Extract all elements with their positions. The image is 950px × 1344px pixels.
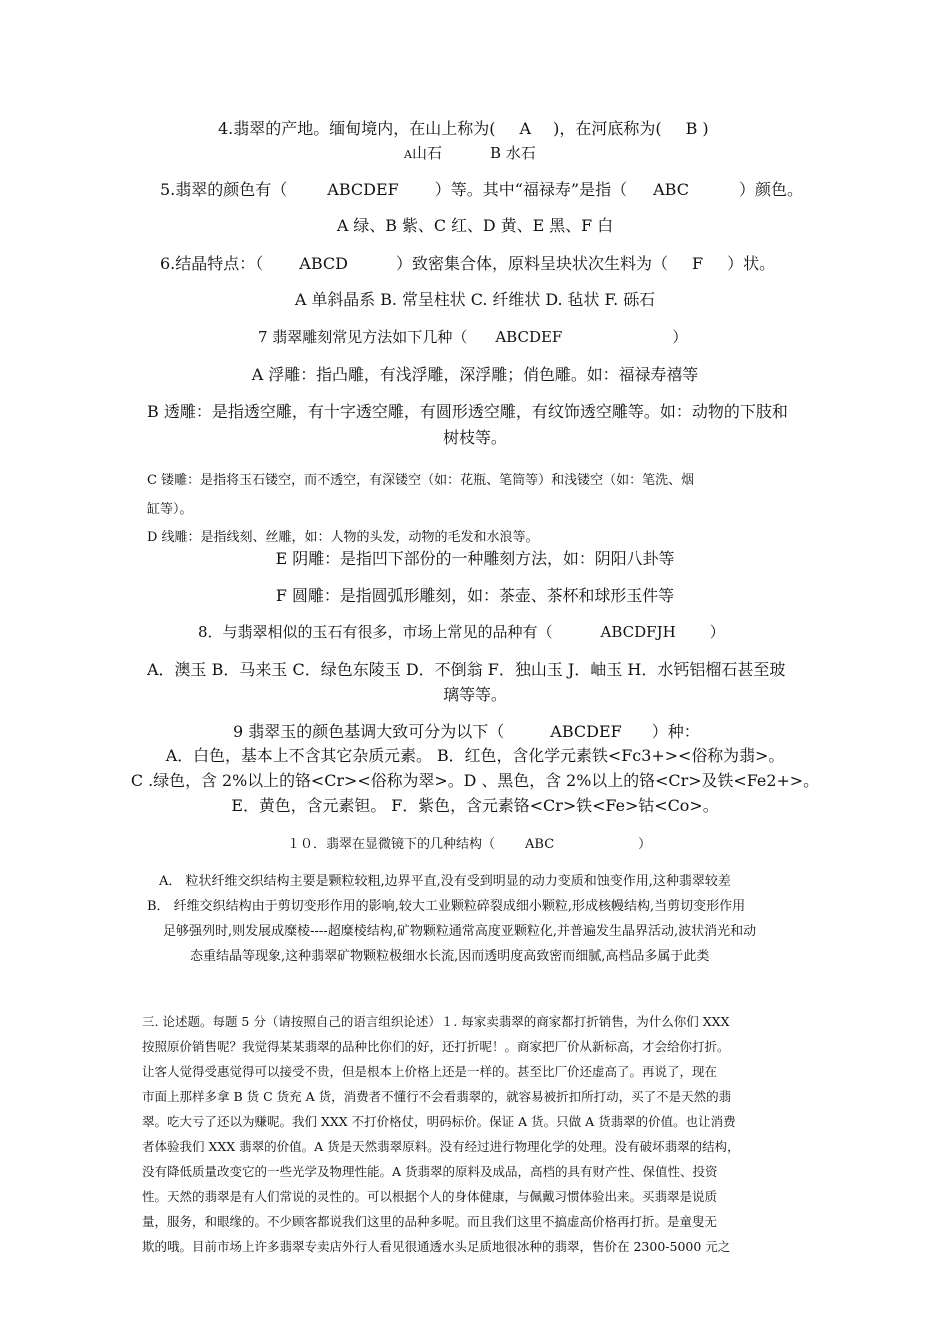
- q9-color-3: E．黄色，含元素钽。 F．紫色，含元素铬<Cr>铁<Fe>钴<Co>。: [231, 796, 719, 815]
- q10-answer: ABC: [525, 837, 555, 852]
- q9-color-2: C .绿色，含 2%以上的铬<Cr><俗称为翠>。D 、黑色，含 2%以上的铬<Cr>及铁<Fe2+>。: [130, 771, 820, 790]
- q4-line: 4.翡翠的产地。缅甸境内，在山上称为( A )，在河底称为( B ): [218, 119, 709, 138]
- q7-option-a: A 浮雕：指凸雕，有浅浮雕，深浮雕；俏色雕。如：福禄寿禧等: [251, 365, 699, 384]
- q7-option-c: C 镂雕：是指将玉石镂空，而不透空，有深镂空（如：花瓶、笔筒等）和浅镂空（如：笔洗、烟: [147, 473, 695, 488]
- q7-option-b-cont: 树枝等。: [443, 428, 507, 447]
- q9-color-1: A．白色，基本上不含其它杂质元素。 B．红色，含化学元素铁<Fc3+><俗称为翡>。: [165, 746, 785, 765]
- q7-option-d: D 线雕：是指线刻、丝雕，如：人物的头发，动物的毛发和水浪等。: [147, 530, 539, 545]
- q5-answer-2: ABC: [653, 180, 689, 199]
- essay-line: 市面上那样多拿 B 货 C 货充 A 货，消费者不懂行不会看翡翠的，就容易被折扣所打动，买了不是天然的翡: [142, 1089, 732, 1104]
- essay-line: 三. 论述题。每题 5 分（请按照自己的语言组织论述）１. 每家卖翡翠的商家都打折销售，为什么你们 XXX: [142, 1014, 730, 1029]
- q9-answer: ABCDEF: [550, 722, 622, 741]
- q9-line: 9 翡翠玉的颜色基调大致可分为以下（ ABCDEF ）种：: [233, 722, 700, 741]
- q7-line: 7 翡翠雕刻常见方法如下几种（ ABCDEF ）: [258, 328, 688, 346]
- essay-line: 按照原价销售呢？我觉得某某翡翠的品种比你们的好，还打折呢！。商家把厂价从新标高，才会给你打折。: [142, 1039, 730, 1054]
- q10-line: １０．翡翠在显微镜下的几种结构（ ABC ）: [287, 837, 652, 852]
- q5-options: A 绿、B 紫、C 红、D 黄、E 黑、F 白: [336, 216, 614, 235]
- q7-option-f: F 圆雕：是指圆弧形雕刻，如：茶壶、茶杯和球形玉件等: [275, 586, 675, 605]
- q6-answer-2: F: [691, 254, 704, 273]
- q7-option-c-cont: 缸等）。: [147, 502, 193, 517]
- essay-line: 让客人觉得受惠觉得可以接受不贵，但是根本上价格上还是一样的。甚至比厂价还虚高了。再说了，现在: [142, 1064, 718, 1079]
- q8-options-cont: 璃等等。: [443, 685, 507, 704]
- q6-options: A 单斜晶系 B. 常呈柱状 C. 纤维状 D. 毡状 F. 砾石: [294, 290, 656, 309]
- q8-options: A．澳玉 B．马来玉 C．绿色东陵玉 D．不倒翁 F．独山玉 J．岫玉 H．水钙铝榴石甚至玻: [147, 660, 786, 679]
- essay-line: 欺的哦。目前市场上许多翡翠专卖店外行人看见很通透水头足质地很冰种的翡翠，售价在 2300-5000 元之: [142, 1239, 731, 1254]
- q6-answer-1: ABCD: [299, 254, 348, 273]
- q10-option-b-cont1: 足够强列时,则发展成糜棱----超糜棱结构,矿物颗粒通常高度亚颗粒化,并普遍发生晶界活动,波状消光和动: [163, 924, 757, 939]
- q10-option-b: B． 纤维交织结构由于剪切变形作用的影响,较大工业颗粒碎裂成细小颗粒,形成核幔结构,当剪切变形作用: [147, 899, 746, 914]
- q10-option-a: A． 粒状纤维交织结构主要是颗粒较粗,边界平直,没有受到明显的动力变质和蚀变作用,这种翡翠较差: [159, 874, 731, 889]
- q4-answer-1: A: [519, 119, 532, 138]
- q5-line: 5.翡翠的颜色有（ ABCDEF ）等。其中“福禄寿”是指（ ABC ）颜色。: [160, 180, 803, 199]
- essay-line: 翠。吃大亏了还以为赚呢。我们 XXX 不打价格仗，明码标价。保证 A 货。只做 A 货翡翠的价值。也让消费: [142, 1114, 736, 1129]
- q4-options: A山石 B 水石: [404, 144, 536, 162]
- essay-line: 没有降低质量改变它的一些光学及物理性能。A 货翡翠的原料及成品，高档的具有财产性、保值性、投资: [142, 1164, 718, 1179]
- q5-answer-1: ABCDEF: [327, 180, 399, 199]
- q8-line: 8．与翡翠相似的玉石有很多，市场上常见的品种有（ ABCDFJH ）: [198, 623, 725, 641]
- q6-line: 6.结晶特点：（ ABCD ）致密集合体，原料呈块状次生料为（ F ）状。: [160, 254, 776, 273]
- q7-option-e: E 阴雕：是指凹下部份的一种雕刻方法，如：阴阳八卦等: [275, 549, 675, 568]
- q10-option-b-cont2: 态重结晶等现象,这种翡翠矿物颗粒极细水长流,因而透明度高致密而细腻,高档品多属于此类: [190, 949, 710, 964]
- q4-answer-2: B ): [685, 119, 709, 138]
- essay-line: 量，服务，和眼缘的。不少顾客都说我们这里的品种多呢。而且我们这里不搞虚高价格再打折。是童叟无: [142, 1214, 718, 1229]
- essay-line: 性。天然的翡翠是有人们常说的灵性的。可以根据个人的身体健康，与佩戴习惯体验出来。买翡翠是说质: [142, 1189, 718, 1204]
- essay-line: 者体验我们 XXX 翡翠的价值。A 货是天然翡翠原料。没有经过进行物理化学的处理。没有破坏翡翠的结构，: [142, 1139, 740, 1154]
- q7-answer: ABCDEF: [495, 328, 563, 346]
- q8-answer: ABCDFJH: [600, 623, 676, 641]
- q7-option-b: B 透雕：是指透空雕，有十字透空雕，有圆形透空雕，有纹饰透空雕等。如：动物的下肢和: [147, 402, 788, 421]
